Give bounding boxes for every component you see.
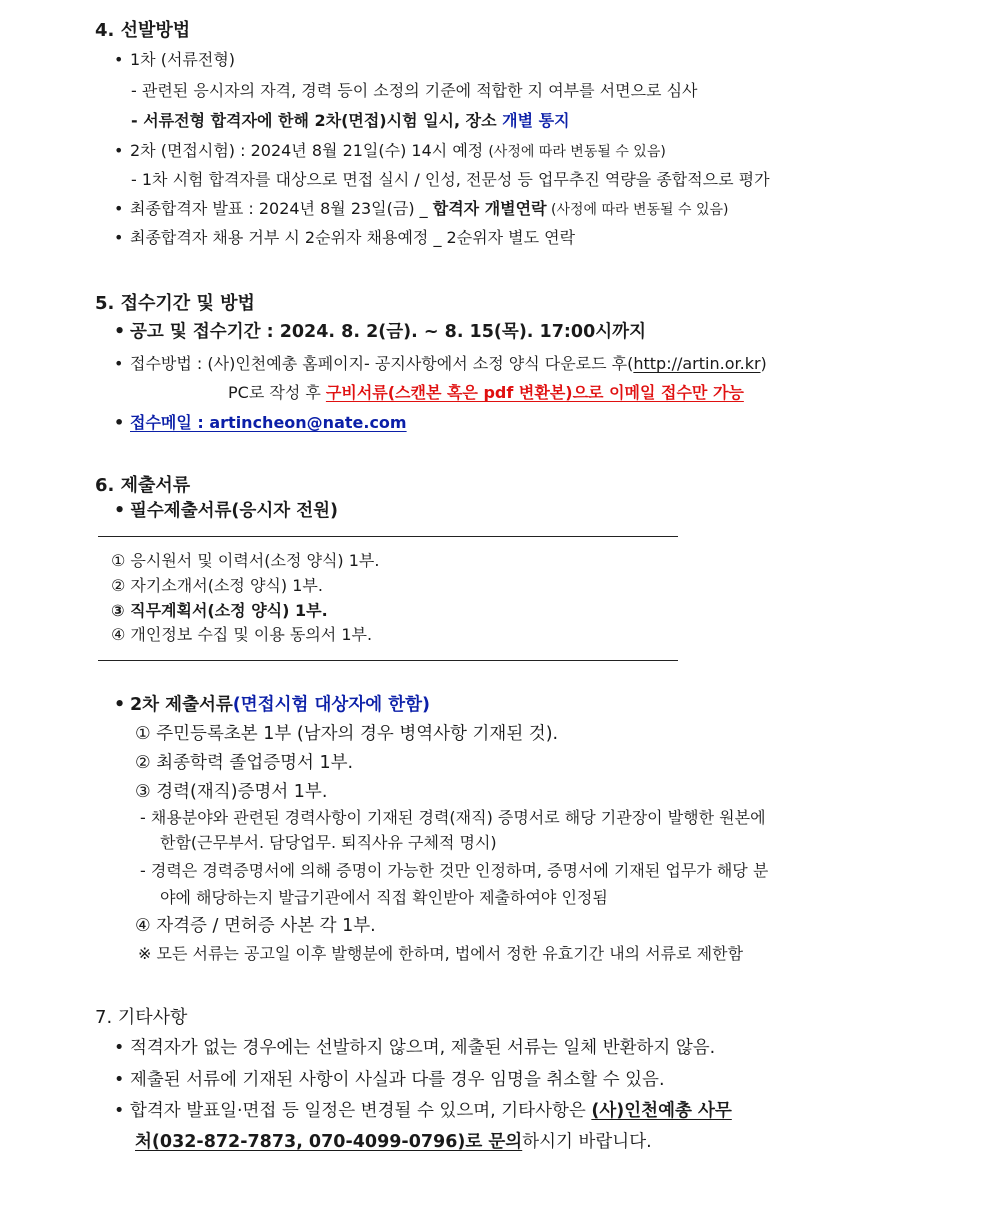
s4-b3-note: (사정에 따라 변동될 수 있음) <box>546 202 729 218</box>
bullet-glyph: • <box>114 322 126 342</box>
bullet-glyph: • <box>114 695 126 715</box>
section-7-heading: 7. 기타사항 <box>95 1007 188 1028</box>
s4-b1-detail-2-text: - 서류전형 합격자에 한해 2차(면접)시험 일시, 장소 <box>131 111 503 130</box>
s4-b1-text: 1차 (서류전형) <box>130 50 236 69</box>
bullet-glyph: • <box>114 50 124 69</box>
bullet-glyph: • <box>114 1101 125 1121</box>
s5-bullet-3 <box>114 411 407 435</box>
divider-bottom <box>98 660 678 661</box>
s7-bullet-2 <box>114 1067 665 1093</box>
s4-b1-detail-2 <box>131 109 570 133</box>
s5-b2-line2-red: 구비서류(스캔본 혹은 pdf 변환본)으로 이메일 접수만 가능 <box>325 383 744 402</box>
s4-b3-bold: 합격자 개별연락 <box>432 199 547 218</box>
s5-b2-text: 접수방법 : (사)인천예총 홈페이지- 공지사항에서 소정 양식 다운로드 후( <box>130 354 634 373</box>
s6-sub2-text: 2차 제출서류 <box>130 695 233 715</box>
s4-b2-note: (사정에 따라 변동될 수 있음) <box>488 144 666 160</box>
s6-detail-2-line1: - 경력은 경력증명서에 의해 증명이 가능한 것만 인정하며, 증명서에 기재된 업무가 해당 분 <box>140 861 769 880</box>
s6-note: ※ 모든 서류는 공고일 이후 발행분에 한하며, 법에서 정한 유효기간 내의 서류로 제한함 <box>138 944 744 963</box>
s7-b3-org: (사)인천예총 사무 <box>591 1101 732 1121</box>
bullet-glyph: • <box>114 1070 125 1090</box>
bullet-glyph: • <box>114 354 124 373</box>
bullet-glyph: • <box>114 501 126 521</box>
s5-b2-line2-text: PC로 작성 후 <box>228 383 326 402</box>
s4-b2-detail: - 1차 시험 합격자를 대상으로 면접 실시 / 인성, 전문성 등 업무추진 역량을 종합적으로 평가 <box>131 170 770 189</box>
bullet-glyph: • <box>114 141 124 160</box>
second-item-4: ④ 자격증 / 면허증 사본 각 1부. <box>135 916 376 936</box>
section-4-heading: 4. 선발방법 <box>95 20 191 41</box>
req-item-3: ③ 직무계획서(소정 양식) 1부. <box>111 601 328 620</box>
contact-phone: 처(032-872-7873, 070-4099-0796)로 문의 <box>135 1132 523 1152</box>
bullet-glyph: • <box>114 199 124 218</box>
s7-bullet-1 <box>114 1035 715 1061</box>
s6-sub2-blue: (면접시험 대상자에 한함) <box>232 695 431 715</box>
s4-b3-text: 최종합격자 발표 : 2024년 8월 23일(금) _ <box>130 199 433 218</box>
s7-b3-line2 <box>135 1129 652 1155</box>
s6-sub-1 <box>114 498 338 524</box>
second-item-1: ① 주민등록초본 1부 (남자의 경우 병역사항 기재된 것). <box>135 724 559 744</box>
s7-b3-line2-tail: 하시기 바랍니다. <box>522 1132 652 1152</box>
s5-bullet-1 <box>114 319 646 345</box>
second-item-3: ③ 경력(재직)증명서 1부. <box>135 782 328 802</box>
homepage-link[interactable]: http://artin.or.kr <box>633 354 761 373</box>
s6-sub1-text: 필수제출서류(응시자 전원) <box>130 501 339 521</box>
divider-top <box>98 536 678 537</box>
s7-bullet-3 <box>114 1098 732 1124</box>
bullet-glyph: • <box>114 228 124 247</box>
second-item-2: ② 최종학력 졸업증명서 1부. <box>135 753 354 773</box>
s5-bullet-2 <box>114 352 767 376</box>
req-item-2: ② 자기소개서(소정 양식) 1부. <box>111 576 323 595</box>
req-item-1: ① 응시원서 및 이력서(소정 양식) 1부. <box>111 551 380 570</box>
s4-b1-detail-1: - 관련된 응시자의 자격, 경력 등이 소정의 기준에 적합한 지 여부를 서면으로 심사 <box>131 81 698 100</box>
s7-b2-text: 제출된 서류에 기재된 사항이 사실과 다를 경우 임명을 취소할 수 있음. <box>130 1070 665 1090</box>
section-6-heading: 6. 제출서류 <box>95 475 191 496</box>
s5-b2-line2 <box>228 381 744 405</box>
s4-b4-text: 최종합격자 채용 거부 시 2순위자 채용예정 _ 2순위자 별도 연락 <box>130 228 576 247</box>
s6-sub-2 <box>114 692 430 718</box>
bullet-glyph: • <box>114 1038 125 1058</box>
s5-b1-text: 공고 및 접수기간 : 2024. 8. 2(금). ~ 8. 15(목). 17:00시까지 <box>130 322 646 342</box>
bullet-glyph: • <box>114 413 125 432</box>
s4-b2-text: 2차 (면접시험) : 2024년 8월 21일(수) 14시 예정 <box>130 141 489 160</box>
s4-individual-notice: 개별 통지 <box>502 111 570 130</box>
s6-detail-1-line1: - 채용분야와 관련된 경력사항이 기재된 경력(재직) 증명서로 해당 기관장이 발행한 원본에 <box>140 808 766 827</box>
s4-bullet-2 <box>114 139 666 164</box>
s4-bullet-3 <box>114 197 728 222</box>
s4-bullet-1 <box>114 48 235 72</box>
s4-bullet-4 <box>114 226 575 250</box>
s7-b3-text: 합격자 발표일·면접 등 일정은 변경될 수 있으며, 기타사항은 <box>130 1101 592 1121</box>
req-item-4: ④ 개인정보 수집 및 이용 동의서 1부. <box>111 625 373 644</box>
section-5-heading: 5. 접수기간 및 방법 <box>95 293 255 314</box>
s7-b1-text: 적격자가 없는 경우에는 선발하지 않으며, 제출된 서류는 일체 반환하지 않음. <box>130 1038 716 1058</box>
s6-detail-1-line2: 한함(근무부서. 담당업무. 퇴직사유 구체적 명시) <box>160 833 497 852</box>
submission-email[interactable]: 접수메일 : artincheon@nate.com <box>130 413 407 432</box>
s5-b2-close: ) <box>760 354 767 373</box>
s6-detail-2-line2: 야에 해당하는지 발급기관에서 직접 확인받아 제출하여야 인정됨 <box>160 888 608 907</box>
